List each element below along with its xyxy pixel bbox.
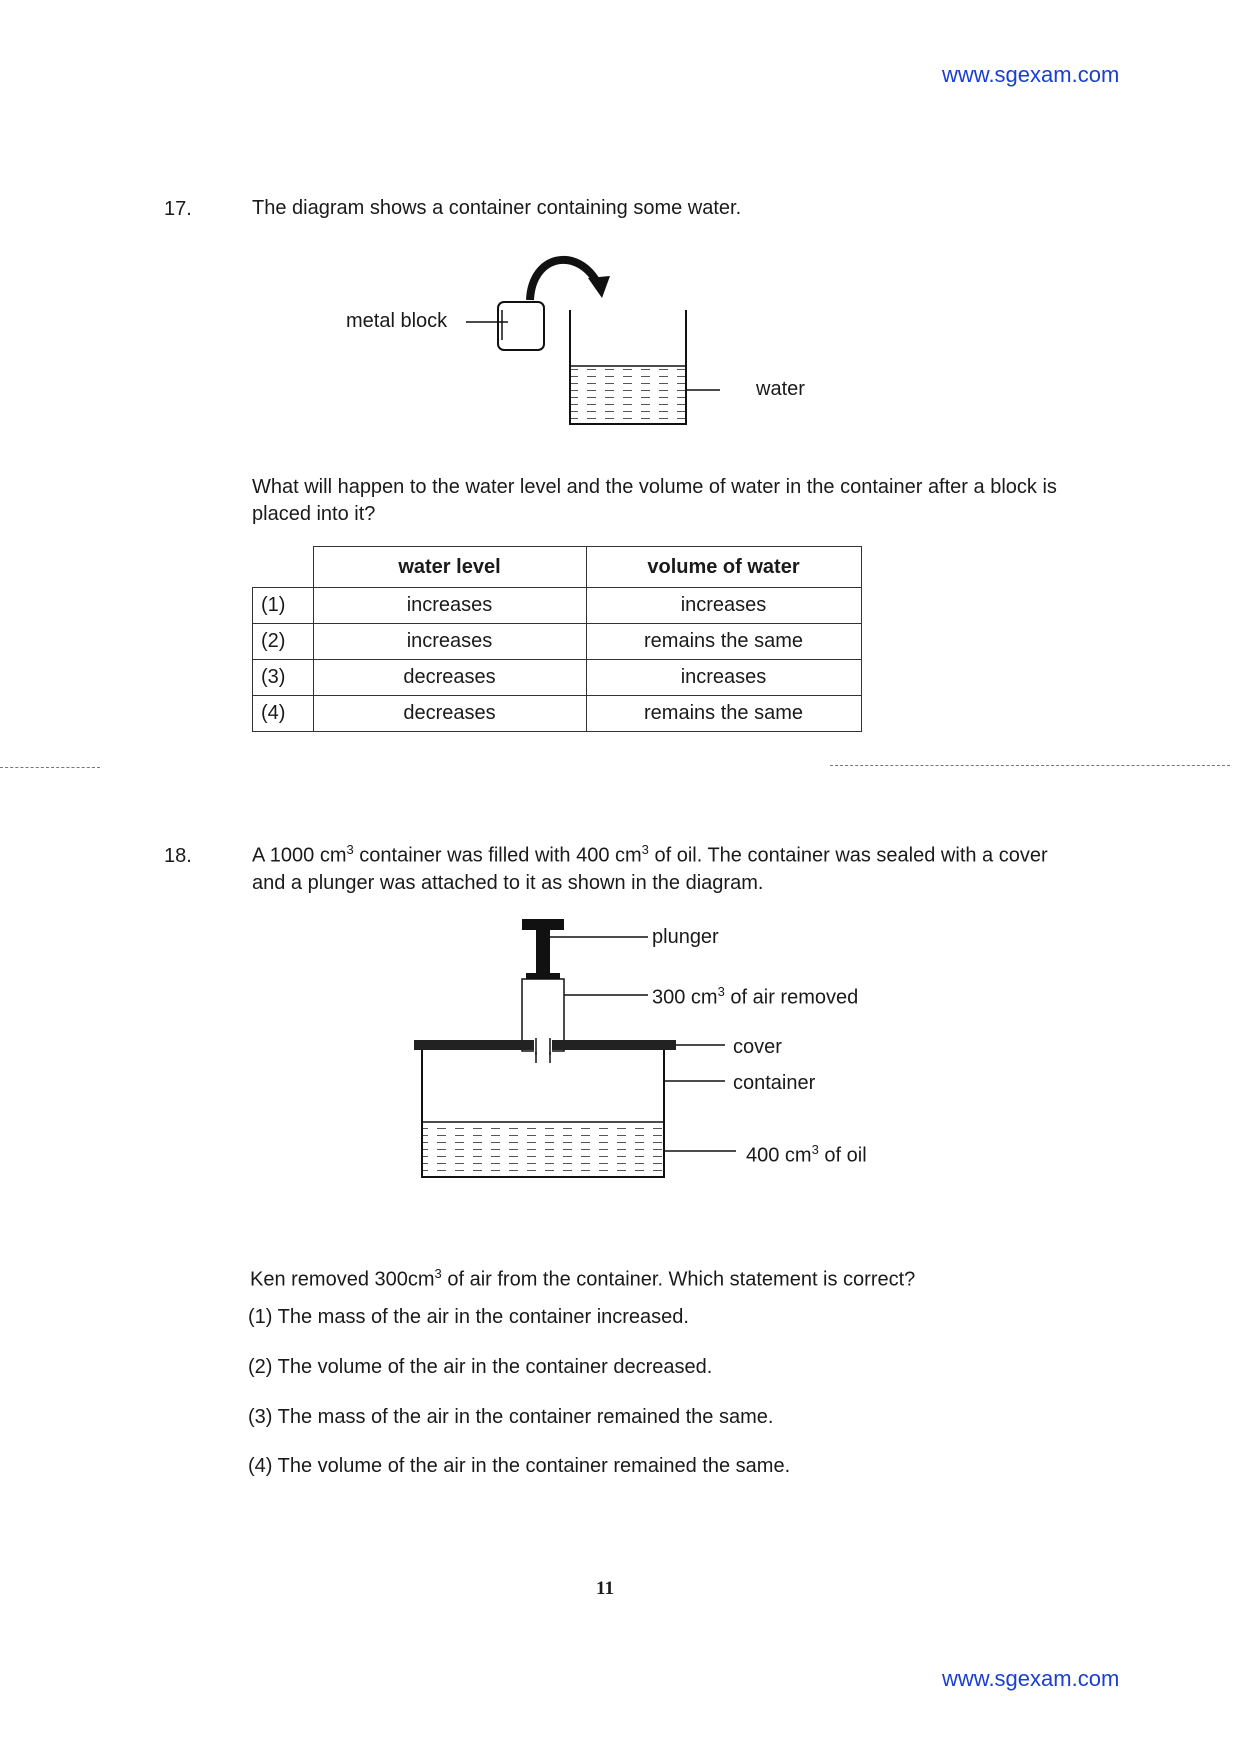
- page-number: 11: [596, 1578, 614, 1599]
- table-row: [253, 624, 862, 660]
- q18-plunger-label: plunger: [652, 926, 719, 948]
- table-row: [253, 696, 862, 732]
- header-website: www.sgexam.com: [942, 62, 1120, 87]
- table-header-water-level: water level: [313, 547, 586, 588]
- q18-option-2: (2) The volume of the air in the container decreased.: [248, 1356, 713, 1378]
- q18-option-1: (1) The mass of the air in the container increased.: [248, 1306, 689, 1328]
- volume-cell: remains the same: [586, 624, 861, 660]
- footer-website: www.sgexam.com: [942, 1666, 1120, 1691]
- q18-option-3: (3) The mass of the air in the container remained the same.: [248, 1406, 774, 1428]
- q18-oil-label: 400 $cm^3$ of oil: [746, 1142, 867, 1167]
- q18-container-diagram: [400, 915, 740, 1195]
- q17-container-diagram: [460, 240, 720, 440]
- arrow-head-icon: [588, 276, 610, 298]
- table-header-volume: volume of water: [586, 547, 861, 588]
- table-row: [253, 588, 862, 624]
- water-level-cell: increases: [313, 624, 586, 660]
- q18-question: Ken removed $300cm^3$ of air from the container. Which statement is correct?: [250, 1266, 916, 1291]
- q17-water-label: water: [756, 378, 805, 400]
- volume-cell: increases: [586, 588, 861, 624]
- option-number: (1): [253, 588, 314, 624]
- water-fill: [570, 366, 686, 424]
- table-row: [253, 660, 862, 696]
- water-level-cell: decreases: [313, 696, 586, 732]
- volume-cell: remains the same: [586, 696, 861, 732]
- oil-fill: [422, 1122, 664, 1177]
- table-header-row: [253, 547, 862, 588]
- water-level-cell: decreases: [313, 660, 586, 696]
- q18-number: 18.: [164, 845, 192, 867]
- volume-cell: increases: [586, 660, 861, 696]
- separator-left: [0, 767, 100, 768]
- q17-metal-block-label: metal block: [346, 310, 448, 332]
- curved-arrow-icon: [530, 260, 598, 300]
- option-number: (3): [253, 660, 314, 696]
- water-level-cell: increases: [313, 588, 586, 624]
- plunger-icon: [522, 919, 564, 981]
- q18-container-label: container: [733, 1072, 816, 1094]
- option-number: (4): [253, 696, 314, 732]
- q18-option-4: (4) The volume of the air in the container remained the same.: [248, 1455, 791, 1477]
- metal-block-icon: [498, 302, 544, 350]
- q18-air-removed-label: 300 $cm^3$ of air removed: [652, 984, 859, 1009]
- option-number: (2): [253, 624, 314, 660]
- table-header-blank: [253, 547, 314, 588]
- q17-number: 17.: [164, 198, 192, 220]
- separator-right: [830, 765, 1230, 766]
- q17-question: What will happen to the water level and the volume of water in the container after a block is placed into it?: [252, 476, 1057, 525]
- q17-stem: The diagram shows a container containing some water.: [252, 197, 742, 219]
- q17-answer-table: [252, 546, 862, 732]
- q18-stem: A 1000 $cm^3$ container was filled with 400 $cm^3$ of oil. The container was sealed with a cover and a plunger was attached to it as shown in the diagram.: [252, 842, 1048, 894]
- q18-cover-label: cover: [733, 1036, 782, 1058]
